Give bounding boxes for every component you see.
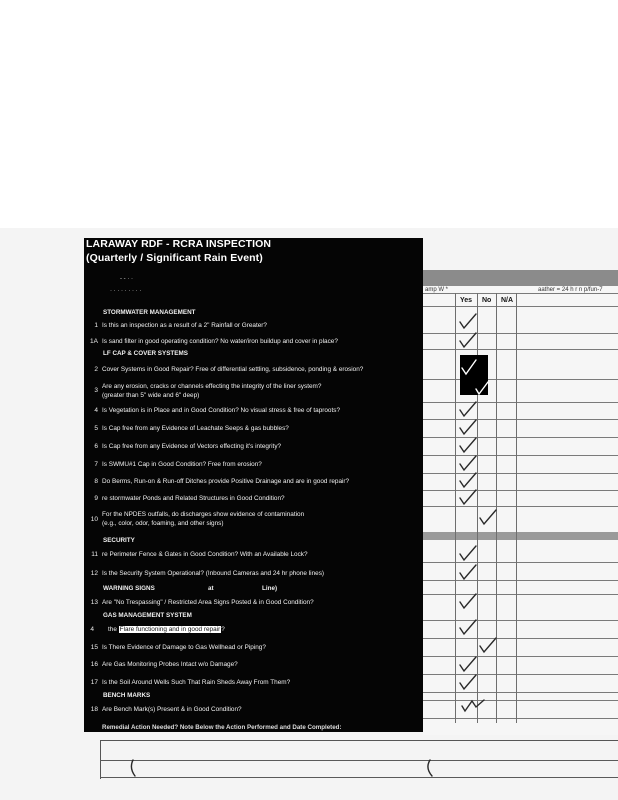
checkmark-icon — [460, 358, 478, 376]
grid-line — [423, 638, 618, 639]
question-number: 16 — [90, 661, 98, 668]
question-number: 3 — [94, 387, 98, 394]
grid-line — [423, 692, 618, 693]
scan-noise: - - · · — [120, 276, 133, 282]
question-text: Are Gas Monitoring Probes Intact w/o Damage? — [102, 661, 238, 668]
grid-line — [423, 402, 618, 403]
checkmark-icon — [474, 380, 490, 396]
grid-line — [423, 437, 618, 438]
warning-extra-a: at — [208, 585, 214, 592]
checklist-grid — [423, 270, 618, 735]
grid-line — [423, 379, 618, 380]
checkmark-icon — [458, 436, 478, 454]
grid-line — [423, 594, 618, 595]
question-number: 4 — [90, 626, 94, 633]
grid-line — [423, 656, 618, 657]
grid-line — [423, 419, 618, 420]
grid-col-line — [455, 293, 456, 723]
form-subtitle: (Quarterly / Significant Rain Event) — [86, 252, 263, 264]
warning-extra-b: Line) — [262, 585, 278, 592]
question-number: 12 — [90, 570, 98, 577]
question-number: 18 — [90, 706, 98, 713]
question-text: Is Vegetation is in Place and in Good Condition? No visual stress & free of taproots? — [102, 407, 341, 414]
remarks-line — [100, 777, 618, 778]
question-number: 1A — [90, 338, 98, 345]
grid-line — [423, 620, 618, 621]
question-number: 8 — [94, 478, 98, 485]
question-number: 13 — [90, 599, 98, 606]
question-text: re stormwater Ponds and Related Structures in Good Condition? — [102, 495, 285, 502]
question-text: Are "No Trespassing" / Restricted Area Signs Posted & in Good Condition? — [102, 599, 314, 606]
checkmark-icon — [460, 697, 486, 713]
grid-line — [423, 349, 618, 350]
grid-line — [423, 306, 618, 307]
pen-mark — [125, 758, 147, 778]
question-number: 15 — [90, 644, 98, 651]
question-number: 6 — [94, 443, 98, 450]
grid-line — [423, 473, 618, 474]
question-text: For the NPDES outfalls, do discharges show evidence of contamination (e.g., color, odor, foaming, and other signs) — [102, 511, 305, 527]
question-text: Is the Security System Operational? (Inbound Cameras and 24 hr phone lines) — [102, 570, 325, 577]
question-text: Is Cap free from any Evidence of Vectors effecting it's integrity? — [102, 443, 282, 450]
checkmark-icon — [458, 418, 478, 436]
question-number: 2 — [94, 366, 98, 373]
question-text: Do Berms, Run-on & Run-off Ditches provide Positive Drainage and are in good repair? — [102, 478, 350, 485]
checkmark-icon — [458, 312, 478, 330]
remarks-prompt: Remedial Action Needed? Note Below the Action Performed and Date Completed: — [102, 724, 342, 731]
checkmark-icon — [458, 655, 478, 673]
grid-line — [423, 562, 618, 563]
question-text: Is Cap free from any Evidence of Leachate Seeps & gas bubbles? — [102, 425, 289, 432]
question-number: 11 — [91, 551, 98, 558]
question-text: Is sand filter in good operating condition? No water/iron buildup and cover in place? — [102, 338, 338, 345]
question-text: Is There Evidence of Damage to Gas Wellhead or Piping? — [102, 644, 266, 651]
remarks-line — [100, 760, 618, 761]
section-lf-cap: LF CAP & COVER SYSTEMS — [103, 350, 188, 357]
question-text: re Perimeter Fence & Gates in Good Condition? With an Available Lock? — [102, 551, 308, 558]
scan-noise: · · · · · · · · · — [110, 288, 142, 294]
grid-line — [423, 700, 618, 701]
highlighted-text: Flare functioning and in good repair — [119, 626, 221, 633]
question-text: Is the Soil Around Wells Such That Rain Sheds Away From Them? — [102, 679, 291, 686]
section-gas-management: GAS MANAGEMENT SYSTEM — [103, 612, 192, 619]
form-title: LARAWAY RDF - RCRA INSPECTION — [86, 238, 272, 250]
checkmark-icon — [458, 488, 478, 506]
section-band — [423, 532, 618, 540]
checkmark-icon — [458, 544, 478, 562]
question-text: Is SWMU#1 Cap in Good Condition? Free from erosion? — [102, 461, 262, 468]
checkmark-icon — [458, 331, 478, 349]
question-number: 4 — [94, 407, 98, 414]
checkmark-icon — [458, 400, 478, 418]
section-bench-marks: BENCH MARKS — [103, 692, 151, 699]
grid-line — [423, 293, 618, 294]
question-text: the Flare functioning and in good repair? — [108, 626, 225, 633]
question-text: Are any erosion, cracks or channels effecting the integrity of the liner system? (greater than 5" wide and 6" deep) — [102, 383, 322, 399]
checkmark-icon — [458, 673, 478, 691]
section-stormwater: STORMWATER MANAGEMENT — [103, 309, 196, 316]
grid-col-line — [516, 293, 517, 723]
checkmark-icon — [458, 618, 478, 636]
question-number: 9 — [94, 495, 98, 502]
header-band — [423, 270, 618, 286]
section-security: SECURITY — [103, 537, 135, 544]
checkmark-icon — [458, 592, 478, 610]
grid-line — [423, 506, 618, 507]
question-text: Cover Systems in Good Repair? Free of differential settling, subsidence, ponding & erosion? — [102, 366, 364, 373]
question-text: Is this an inspection as a result of a 2" Rainfall or Greater? — [102, 322, 267, 329]
checkmark-icon — [478, 508, 498, 526]
column-yes: Yes — [460, 297, 473, 304]
column-na: N/A — [501, 297, 514, 304]
checkmark-icon — [478, 636, 498, 654]
question-number: 7 — [94, 461, 98, 468]
header-strip-left: amp W * — [425, 287, 449, 293]
column-no: No — [482, 297, 492, 304]
header-strip-right: aather = 24 h r n p/fun-7 — [538, 287, 603, 293]
grid-line — [423, 580, 618, 581]
checkmark-icon — [458, 471, 478, 489]
section-warning-signs: WARNING SIGNS — [103, 585, 155, 592]
grid-line — [423, 718, 618, 719]
pen-mark — [420, 758, 442, 778]
question-number: 10 — [90, 516, 98, 523]
checkmark-icon — [458, 563, 478, 581]
question-text: Are Bench Mark(s) Present & in Good Condition? — [102, 706, 242, 713]
grid-line — [423, 674, 618, 675]
grid-line — [423, 490, 618, 491]
grid-line — [423, 333, 618, 334]
question-number: 17 — [90, 679, 98, 686]
checkmark-icon — [458, 454, 478, 472]
question-number: 1 — [94, 322, 98, 329]
grid-line — [423, 455, 618, 456]
question-number: 5 — [94, 425, 98, 432]
